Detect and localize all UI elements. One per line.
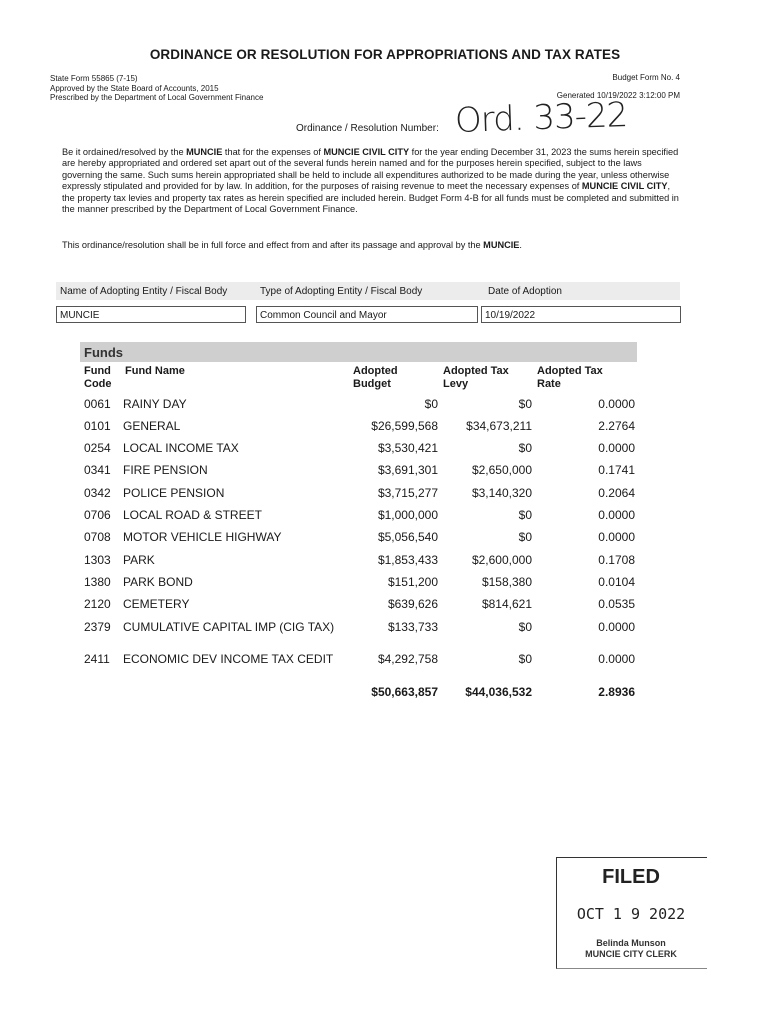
table-row: 0061 RAINY DAY $0 $0 0.0000 [84, 397, 635, 411]
clerk-office: MUNCIE CITY CLERK [585, 949, 677, 959]
clerk-name: Belinda Munson [596, 938, 666, 948]
table-row: 0254 LOCAL INCOME TAX $3,530,421 $0 0.0000 [84, 441, 635, 455]
filed-stamp-label: FILED [602, 866, 660, 888]
effective-clause: This ordinance/resolution shall be in full force and effect from and after its passage and approval by the MUNCIE. [62, 240, 522, 250]
col-header-adopted-budget: Adopted Budget [353, 365, 398, 390]
adoption-date-field: 10/19/2022 [481, 306, 681, 323]
state-form-number: State Form 55865 (7-15) [50, 74, 138, 83]
approval-note: Approved by the State Board of Accounts, 2015 [50, 83, 219, 93]
prescribed-note: Prescribed by the Department of Local Government Finance [50, 93, 264, 102]
form-meta [50, 74, 263, 103]
col-header-adopted-rate: Adopted Tax Rate [537, 365, 603, 390]
entity-type-label: Type of Adopting Entity / Fiscal Body [260, 286, 423, 297]
col-header-fund-code: Fund Code [84, 365, 112, 390]
entity-type-field: Common Council and Mayor [256, 306, 478, 323]
funds-section-title: Funds [84, 345, 123, 360]
table-row: 0341 FIRE PENSION $3,691,301 $2,650,000 0.1741 [84, 463, 635, 477]
funds-header-bar [80, 342, 637, 362]
table-row: 2120 CEMETERY $639,626 $814,621 0.0535 [84, 597, 635, 611]
table-row: 0101 GENERAL $26,599,568 $34,673,211 2.2764 [84, 419, 635, 433]
ordinance-number-label: Ordinance / Resolution Number: [296, 123, 439, 134]
filed-stamp-clerk [556, 938, 706, 960]
entity-label: Name of Adopting Entity / Fiscal Body [60, 286, 228, 297]
col-header-adopted-levy: Adopted Tax Levy [443, 365, 509, 390]
budget-form-number: Budget Form No. 4 [612, 73, 680, 82]
ordinance-body-paragraph: Be it ordained/resolved by the MUNCIE that for the expenses of MUNCIE CIVIL CITY for the year ending December 31, 2023 the sums herein specified are hereby appropriated and ordered set apart out of the several funds herein named and for the purposes herein specified, subject to the laws governing the same. Such sums herein appropriated shall be held to include all expenditures authorized to be made during the year, unless otherwise expressly stipulated and provided for by law. In addition, for the purposes of raising revenue to meet the necessary expenses of MUNCIE CIVIL CITY, the property tax levies and property tax rates as herein specified are included herein. Budget Form 4-B for all funds must be completed and submitted in the manner prescribed by the Department of Local Government Finance. [62, 147, 679, 215]
table-row: 2411 ECONOMIC DEV INCOME TAX CEDIT $4,292,758 $0 0.0000 [84, 652, 635, 666]
form-title: ORDINANCE OR RESOLUTION FOR APPROPRIATIONS AND TAX RATES [149, 47, 621, 62]
entity-field: MUNCIE [56, 306, 246, 323]
table-row: 1380 PARK BOND $151,200 $158,380 0.0104 [84, 575, 635, 589]
col-header-fund-name: Fund Name [125, 365, 185, 377]
table-row: 0706 LOCAL ROAD & STREET $1,000,000 $0 0.0000 [84, 508, 635, 522]
table-row: 2379 CUMULATIVE CAPITAL IMP (CIG TAX) $133,733 $0 0.0000 [84, 620, 635, 634]
table-row: 1303 PARK $1,853,433 $2,600,000 0.1708 [84, 553, 635, 567]
table-totals-row: $50,663,857 $44,036,532 2.8936 [371, 685, 635, 699]
adoption-date-label: Date of Adoption [488, 286, 562, 297]
generated-timestamp: Generated 10/19/2022 3:12:00 PM [556, 90, 680, 100]
ordinance-number-handwritten: Ord. 33-22 [454, 95, 628, 141]
filed-stamp-date: OCT 1 9 2022 [576, 905, 686, 923]
table-row: 0708 MOTOR VEHICLE HIGHWAY $5,056,540 $0 0.0000 [84, 530, 635, 544]
table-row: 0342 POLICE PENSION $3,715,277 $3,140,320 0.2064 [84, 486, 635, 500]
